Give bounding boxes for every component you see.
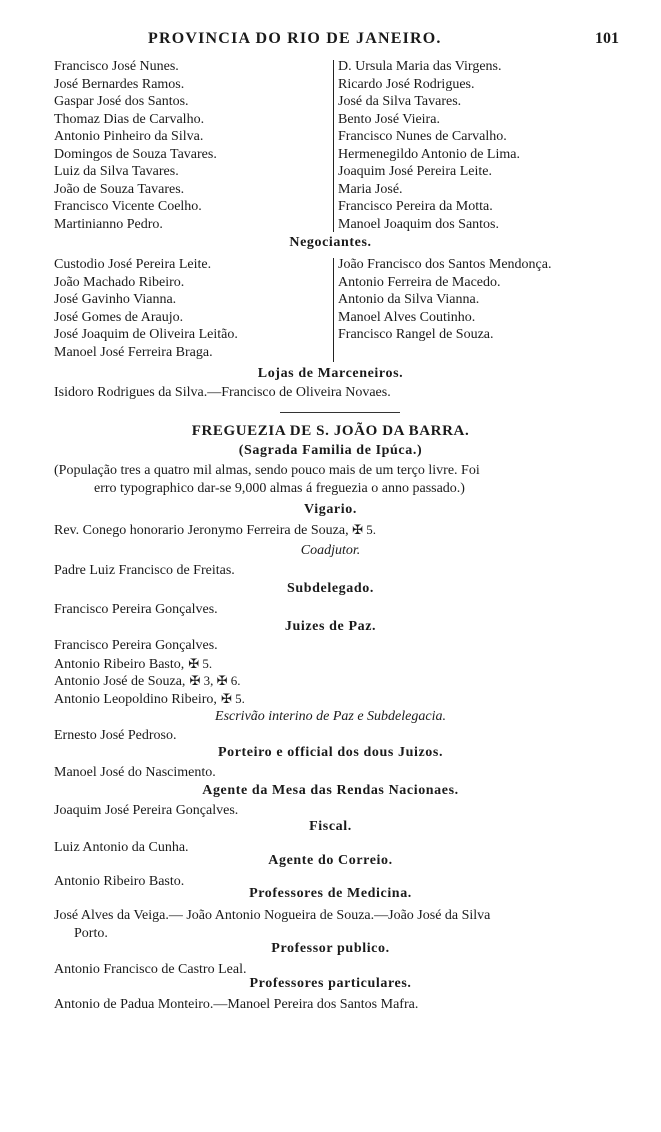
list-item: Ricardo José Rodrigues. [338, 76, 475, 92]
vigario-heading: Vigario. [304, 502, 357, 517]
agente-mesa-heading: Agente da Mesa das Rendas Nacionaes. [202, 783, 459, 798]
list-item: Martinianno Pedro. [54, 216, 163, 232]
list-item: Bento José Vieira. [338, 111, 440, 127]
section-divider [280, 412, 400, 413]
publico-heading: Professor publico. [271, 941, 390, 956]
agente-mesa-name: Joaquim José Pereira Gonçalves. [54, 803, 239, 818]
order-decoration-icon: ✠ 5. [220, 690, 245, 706]
freguezia-subtitle: (Sagrada Familia de Ipúca.) [238, 443, 423, 458]
fiscal-heading: Fiscal. [309, 819, 352, 834]
list-item: Luiz da Silva Tavares. [54, 164, 179, 179]
negociante-item: José Gavinho Vianna. [54, 292, 177, 307]
particulares-heading: Professores particulares. [249, 976, 412, 991]
negociantes-heading: Negociantes. [289, 235, 372, 250]
names-left-column [54, 58, 329, 233]
negociante-item: Manoel José Ferreira Braga. [54, 344, 213, 360]
medicina-line2: Porto. [74, 926, 108, 941]
lojas-heading: Lojas de Marceneiros. [257, 366, 404, 381]
negociante-item: Antonio da Silva Vianna. [338, 292, 480, 307]
juiz-entry [54, 655, 245, 673]
order-decoration-icon: ✠ 3, ✠ 6. [189, 673, 241, 688]
juiz-entry [54, 690, 245, 708]
vigario-name: Rev. Conego honorario Jeronymo Ferreira de Souza, [54, 523, 349, 538]
list-item: Domingos de Souza Tavares. [54, 146, 217, 162]
list-item: Gaspar José dos Santos. [54, 94, 189, 109]
list-item: Francisco Vicente Coelho. [54, 199, 202, 214]
list-item: D. Ursula Maria das Virgens. [338, 59, 502, 74]
juiz-entry [54, 637, 245, 655]
escrivao-heading: Escrivão interino de Paz e Subdelegacia. [215, 709, 446, 724]
population-note-line2: erro typographico dar-se 9,000 almas á freguezia o anno passado.) [94, 481, 465, 496]
porteiro-heading: Porteiro e official dos dous Juizos. [217, 745, 444, 760]
list-item: Maria José. [338, 181, 403, 197]
negociante-item: Custodio José Pereira Leite. [54, 257, 212, 272]
juiz-entry [54, 672, 245, 690]
negociante-item: Manoel Alves Coutinho. [338, 309, 476, 325]
order-of-christ-icon: ✠ 5. [352, 522, 376, 537]
negociante-item: Francisco Rangel de Souza. [338, 327, 494, 342]
medicina-line1: José Alves da Veiga.— João Antonio Nogueira de Souza.—João José da Silva [54, 908, 491, 923]
publico-name: Antonio Francisco de Castro Leal. [54, 962, 247, 977]
negociante-item: João Machado Ribeiro. [54, 274, 185, 290]
list-item: Thomaz Dias de Carvalho. [54, 111, 205, 127]
list-item: Francisco Pereira da Motta. [338, 199, 493, 214]
page-header [0, 30, 661, 52]
coadjutor-heading: Coadjutor. [300, 543, 361, 558]
negociantes-left-column [54, 256, 329, 361]
freguezia-title: FREGUEZIA DE S. JOÃO DA BARRA. [191, 423, 470, 439]
list-item: José Bernardes Ramos. [54, 76, 185, 92]
list-item: João de Souza Tavares. [54, 181, 185, 197]
coadjutor-name: Padre Luiz Francisco de Freitas. [54, 563, 235, 578]
vigario-entry [54, 521, 376, 540]
subdelegado-heading: Subdelegado. [287, 581, 374, 596]
negociante-item: José Joaquim de Oliveira Leitão. [54, 327, 238, 342]
negociantes-block [0, 256, 661, 366]
order-decoration-icon: ✠ 5. [188, 655, 213, 671]
juiz-name: Antonio Leopoldino Ribeiro, [54, 691, 217, 707]
juizes-list [54, 637, 245, 707]
list-item: Antonio Pinheiro da Silva. [54, 129, 204, 144]
page-title: PROVINCIA DO RIO DE JANEIRO. [148, 30, 442, 47]
list-item: José da Silva Tavares. [338, 94, 462, 109]
agente-correio-heading: Agente do Correio. [268, 853, 393, 868]
list-item: Francisco José Nunes. [54, 59, 179, 74]
escrivao-name: Ernesto José Pedroso. [54, 728, 177, 743]
juiz-name: Antonio Ribeiro Basto, [54, 656, 185, 672]
juiz-name: Francisco Pereira Gonçalves. [54, 638, 218, 653]
list-item: Hermenegildo Antonio de Lima. [338, 146, 520, 162]
negociante-item: Antonio Ferreira de Macedo. [338, 274, 501, 290]
juizes-heading: Juizes de Paz. [284, 619, 377, 634]
subdelegado-name: Francisco Pereira Gonçalves. [54, 602, 218, 617]
column-divider [333, 258, 334, 362]
negociantes-right-column [338, 256, 638, 344]
juiz-name: Antonio José de Souza, [54, 674, 186, 689]
negociante-item: João Francisco dos Santos Mendonça. [338, 257, 552, 272]
particulares-names: Antonio de Padua Monteiro.—Manoel Pereira dos Santos Mafra. [54, 997, 419, 1012]
list-item: Joaquim José Pereira Leite. [338, 164, 492, 179]
population-note-line1: (População tres a quatro mil almas, sendo pouco mais de um terço livre. Foi [54, 463, 480, 478]
list-item: Francisco Nunes de Carvalho. [338, 129, 507, 144]
names-list-block [0, 58, 661, 236]
lojas-text: Isidoro Rodrigues da Silva.—Francisco de Oliveira Novaes. [54, 385, 391, 400]
porteiro-name: Manoel José do Nascimento. [54, 765, 216, 780]
column-divider [333, 60, 334, 232]
page-number: 101 [595, 30, 619, 47]
medicina-heading: Professores de Medicina. [249, 886, 412, 901]
fiscal-name: Luiz Antonio da Cunha. [54, 840, 189, 855]
list-item: Manoel Joaquim dos Santos. [338, 216, 499, 232]
names-right-column [338, 58, 638, 233]
agente-correio-name: Antonio Ribeiro Basto. [54, 874, 185, 889]
negociante-item: José Gomes de Araujo. [54, 309, 184, 325]
